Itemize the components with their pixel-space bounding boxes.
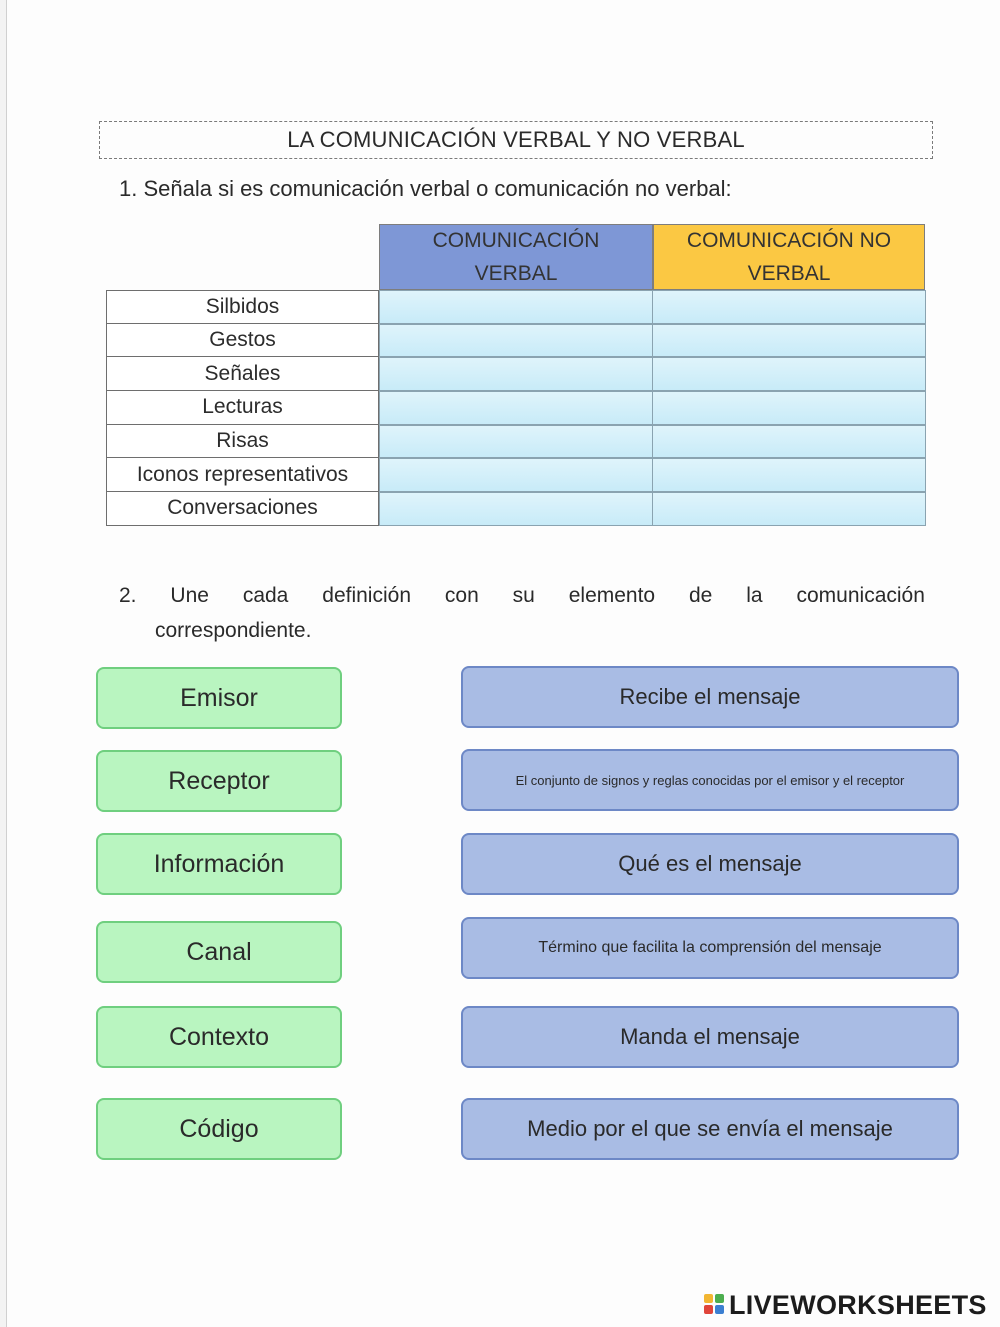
answer-cell-verbal[interactable] xyxy=(379,290,653,324)
table-row xyxy=(106,324,926,358)
row-label: Gestos xyxy=(106,324,379,358)
answer-cell-no-verbal[interactable] xyxy=(653,391,926,425)
header-no-verbal-text: COMUNICACIÓN NO VERBAL xyxy=(686,229,892,285)
table-row xyxy=(106,492,926,526)
table-row xyxy=(106,425,926,459)
header-verbal-text: COMUNICACIÓN VERBAL xyxy=(432,229,600,285)
question-2-line-2: correspondiente. xyxy=(155,619,312,642)
table-row xyxy=(106,357,926,391)
row-label: Señales xyxy=(106,357,379,391)
question-2-word: con xyxy=(444,584,479,607)
row-label: Iconos representativos xyxy=(106,458,379,492)
element-box[interactable]: Código xyxy=(96,1098,342,1160)
question-2-word: Une xyxy=(170,584,209,607)
answer-cell-no-verbal[interactable] xyxy=(653,425,926,459)
table-row xyxy=(106,391,926,425)
question-2 xyxy=(119,578,925,648)
header-verbal xyxy=(379,224,653,290)
row-label: Silbidos xyxy=(106,290,379,324)
table-row xyxy=(106,290,926,324)
definition-box[interactable]: Manda el mensaje xyxy=(461,1006,959,1068)
classification-table xyxy=(106,290,926,526)
definition-box[interactable]: Qué es el mensaje xyxy=(461,833,959,895)
element-box[interactable]: Información xyxy=(96,833,342,895)
liveworksheets-logo xyxy=(704,1290,987,1321)
question-2-line-1 xyxy=(119,578,925,613)
answer-cell-verbal[interactable] xyxy=(379,324,653,358)
row-label: Lecturas xyxy=(106,391,379,425)
question-2-word: cada xyxy=(242,584,289,607)
table-row xyxy=(106,458,926,492)
answer-cell-verbal[interactable] xyxy=(379,425,653,459)
question-2-word: comunicación xyxy=(796,584,925,607)
definition-box[interactable]: Medio por el que se envía el mensaje xyxy=(461,1098,959,1160)
row-label: Risas xyxy=(106,425,379,459)
worksheet-title-text: LA COMUNICACIÓN VERBAL Y NO VERBAL xyxy=(287,127,745,152)
answer-cell-verbal[interactable] xyxy=(379,458,653,492)
element-box[interactable]: Emisor xyxy=(96,667,342,729)
answer-cell-verbal[interactable] xyxy=(379,391,653,425)
worksheet-title xyxy=(99,121,933,159)
question-2-word: de xyxy=(689,584,713,607)
answer-cell-verbal[interactable] xyxy=(379,492,653,526)
element-box[interactable]: Contexto xyxy=(96,1006,342,1068)
definition-box[interactable]: El conjunto de signos y reglas conocidas por el emisor y el receptor xyxy=(461,749,959,811)
definition-box[interactable]: Recibe el mensaje xyxy=(461,666,959,728)
liveworksheets-logo-icon xyxy=(704,1294,726,1318)
definition-box[interactable]: Término que facilita la comprensión del mensaje xyxy=(461,917,959,979)
question-1: 1. Señala si es comunicación verbal o comunicación no verbal: xyxy=(119,176,732,201)
element-box[interactable]: Canal xyxy=(96,921,342,983)
question-2-number: 2. xyxy=(119,584,137,607)
answer-cell-no-verbal[interactable] xyxy=(653,324,926,358)
liveworksheets-brand: LIVEWORKSHEETS xyxy=(729,1290,987,1320)
question-2-word: elemento xyxy=(568,584,656,607)
answer-cell-verbal[interactable] xyxy=(379,357,653,391)
question-2-word: definición xyxy=(322,584,411,607)
answer-cell-no-verbal[interactable] xyxy=(653,290,926,324)
row-label: Conversaciones xyxy=(106,492,379,526)
question-2-word: su xyxy=(512,584,535,607)
answer-cell-no-verbal[interactable] xyxy=(653,492,926,526)
header-no-verbal xyxy=(653,224,925,290)
answer-cell-no-verbal[interactable] xyxy=(653,458,926,492)
answer-cell-no-verbal[interactable] xyxy=(653,357,926,391)
worksheet-page xyxy=(6,0,1000,1327)
element-box[interactable]: Receptor xyxy=(96,750,342,812)
question-2-word: la xyxy=(746,584,763,607)
